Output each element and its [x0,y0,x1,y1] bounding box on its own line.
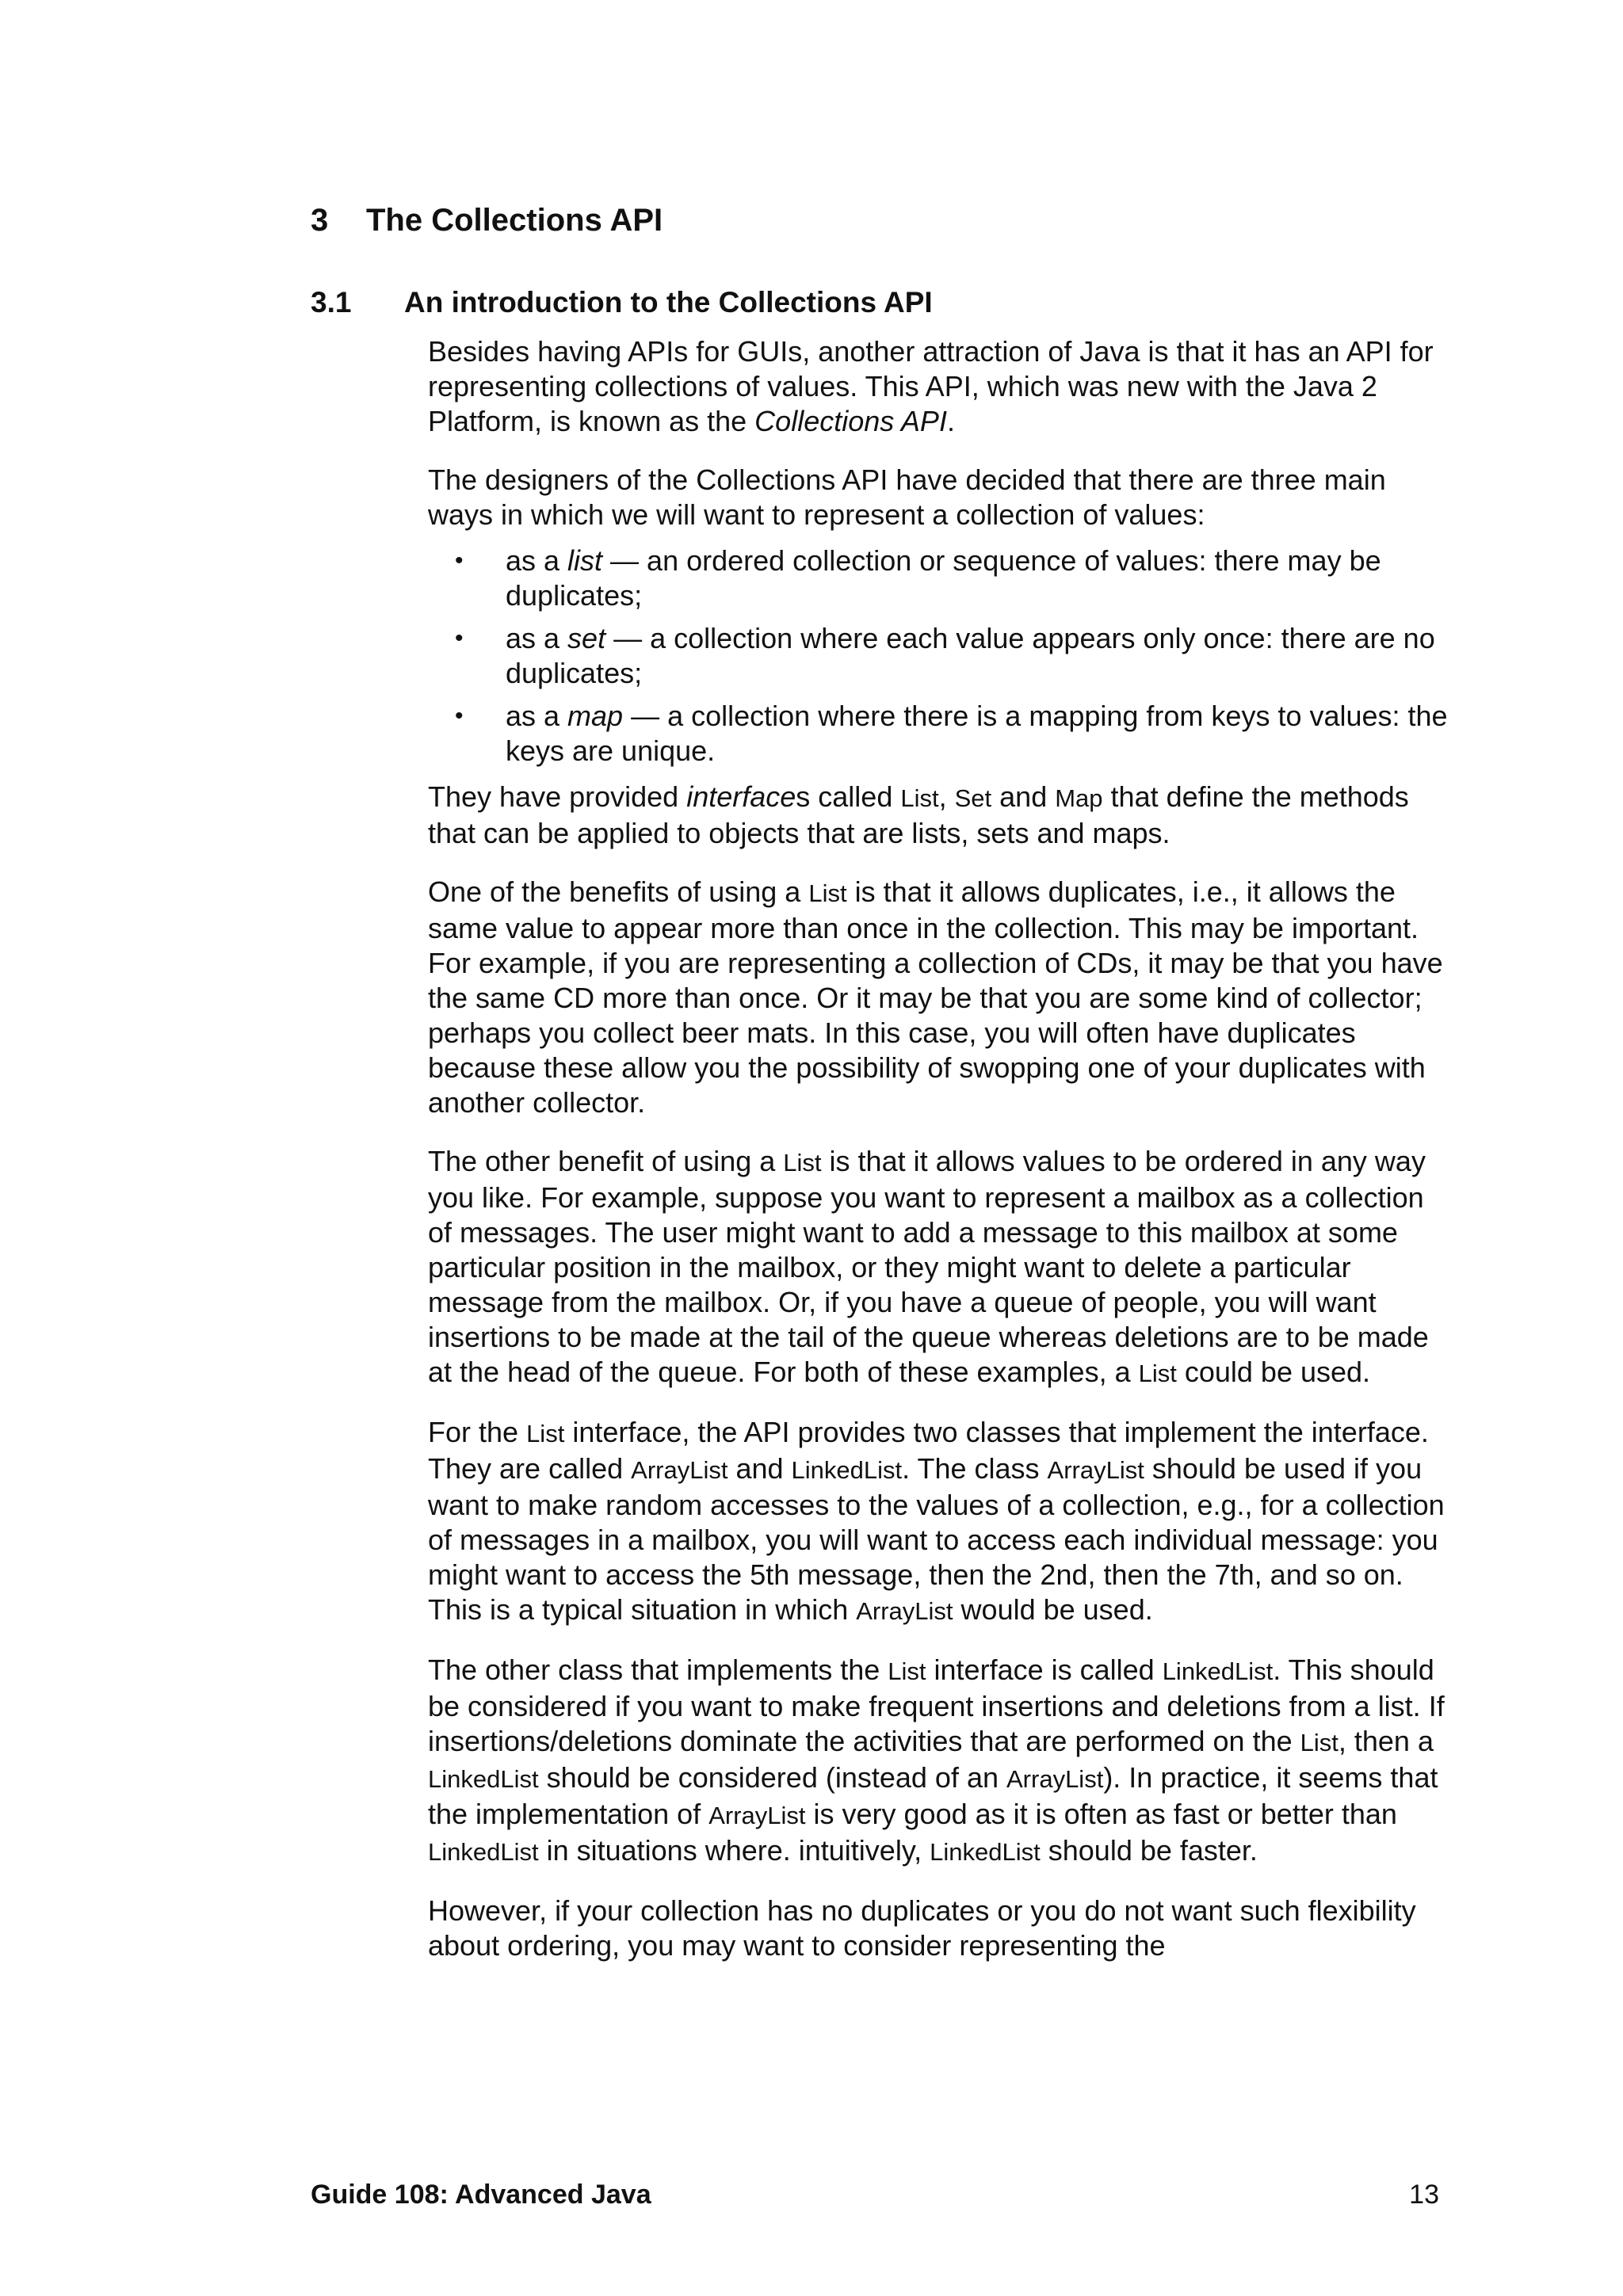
text-span: , then a [1338,1725,1434,1757]
text-span: is that it allows duplicates, i.e., it allows the same value to appear more than once in the collection. This may be important. For example, if you are representing a collection of CDs, it may be that you have the same CD more than once. Or it may be that you are some kind of collector; perhaps you collect beer mats. In this case, you will often have duplicates because these allow you the possibility of swopping one of your duplicates with another collector. [428,875,1443,1119]
text-span: For the [428,1416,527,1448]
list-item-map [428,699,1450,769]
code-term: Map [1055,784,1103,812]
term-set: set [567,622,606,654]
list-item-set [428,621,1450,691]
code-term: LinkedList [428,1765,539,1793]
chapter-number: 3 [311,203,329,238]
text-span: should be considered (instead of an [538,1761,1006,1794]
text-span: , [938,780,955,813]
section-number: 3.1 [311,286,352,318]
code-term: ArrayList [1047,1456,1144,1484]
code-term: ArrayList [708,1802,806,1829]
code-term: List [526,1420,565,1447]
text-span: could be used. [1176,1356,1371,1388]
paragraph-three-ways: The designers of the Collections API have decided that there are three main ways in which we will want to represent a collection of values: [428,463,1386,531]
code-term: LinkedList [428,1838,539,1866]
code-term: ArrayList [856,1597,953,1625]
footer-page-number: 13 [1409,2180,1439,2210]
text-span: is very good as it is often as fast or better than [805,1798,1397,1830]
emphasis-collections-api: Collections API [754,405,947,437]
text-span: interface is called [926,1653,1163,1686]
text-span: The other benefit of using a [428,1145,784,1177]
text-span: interface, the API provides two classes that implement the interface. They are called [428,1416,1429,1485]
bullet-icon: • [455,547,464,574]
list-item-list [428,543,1450,613]
paragraph-linkedlist [428,1653,1450,1870]
code-term: Set [954,784,992,812]
text-span: should be used if you want to make random accesses to the values of a collection, e.g., for a collection of messages in a mailbox, you will want to access each individual message: you might want to access the 5th message, then the 2nd, then the 7th, and so on. This is a typical situation in which [428,1452,1445,1626]
code-term: List [783,1149,822,1177]
section-title: An introduction to the Collections API [404,286,933,318]
text-span: . [946,405,955,437]
paragraph-interfaces [428,780,1450,851]
text-span: — a collection where there is a mapping from keys to values: the keys are unique. [506,700,1448,767]
emphasis-interface: interface [686,780,796,813]
text-span: that define the methods that can be applied to objects that are lists, sets and maps. [428,780,1409,849]
bullet-icon: • [455,703,464,729]
text-span: should be faster. [1040,1834,1258,1867]
text-span: The other class that implements the [428,1653,888,1686]
bullet-icon: • [455,625,464,651]
paragraph-ordering [428,1144,1450,1391]
paragraph-intro [428,334,1450,439]
paragraph-duplicates [428,875,1450,1120]
text-span: s called [796,780,901,813]
text-span: . The class [902,1452,1048,1485]
text-span: . This should be considered if you want to make frequent insertions and deletions from a list. If insertions/deletions dominate the activities that are performed on the [428,1653,1445,1757]
text-span: is that it allows values to be ordered in any way you like. For example, suppose you want to represent a mailbox as a collection of messages. The user might want to add a message to this mailbox at some particular position in the mailbox, or they might want to delete a particular message from the mailbox. Or, if you have a queue of people, you will want insertions to be made at the tail of the queue whereas deletions are to be made at the head of the queue. For both of these examples, a [428,1145,1429,1388]
text-span: Besides having APIs for GUIs, another attraction of Java is that it has an API for representing collections of values. This API, which was new with the Java 2 Platform, is known as the [428,335,1434,437]
footer-guide-title: Guide 108: Advanced Java [311,2180,651,2210]
code-term: LinkedList [791,1456,903,1484]
code-term: LinkedList [1162,1657,1274,1685]
text-span: ). In practice, it seems that the implementation of [428,1761,1438,1830]
collection-types-list [428,543,1450,769]
code-term: List [1300,1729,1338,1756]
text-span: — an ordered collection or sequence of values: there may be duplicates; [506,544,1381,612]
text-span: and [727,1452,792,1485]
text-span: as a [506,700,568,732]
term-map: map [567,700,624,732]
text-span: as a [506,622,568,654]
text-span: and [991,780,1056,813]
body-text [428,334,1450,1987]
code-term: ArrayList [631,1456,728,1484]
text-span: One of the benefits of using a [428,875,809,908]
code-term: List [888,1657,926,1685]
chapter-heading [311,200,663,241]
term-list: list [567,544,603,577]
paragraph-arraylist [428,1415,1450,1629]
text-span: — a collection where each value appears only once: there are no duplicates; [506,622,1435,689]
chapter-title: The Collections API [366,203,663,238]
code-term: List [808,879,847,907]
text-span: in situations where. intuitively, [538,1834,930,1867]
section-heading [311,284,933,322]
code-term: ArrayList [1006,1765,1104,1793]
text-span: would be used. [953,1593,1153,1626]
text-span: They have provided [428,780,687,813]
code-term: LinkedList [930,1838,1041,1866]
code-term: List [900,784,939,812]
paragraph-however: However, if your collection has no duplicates or you do not want such flexibility about ordering, you may want to consider representing the [428,1894,1416,1962]
text-span: as a [506,544,568,577]
code-term: List [1138,1360,1177,1387]
